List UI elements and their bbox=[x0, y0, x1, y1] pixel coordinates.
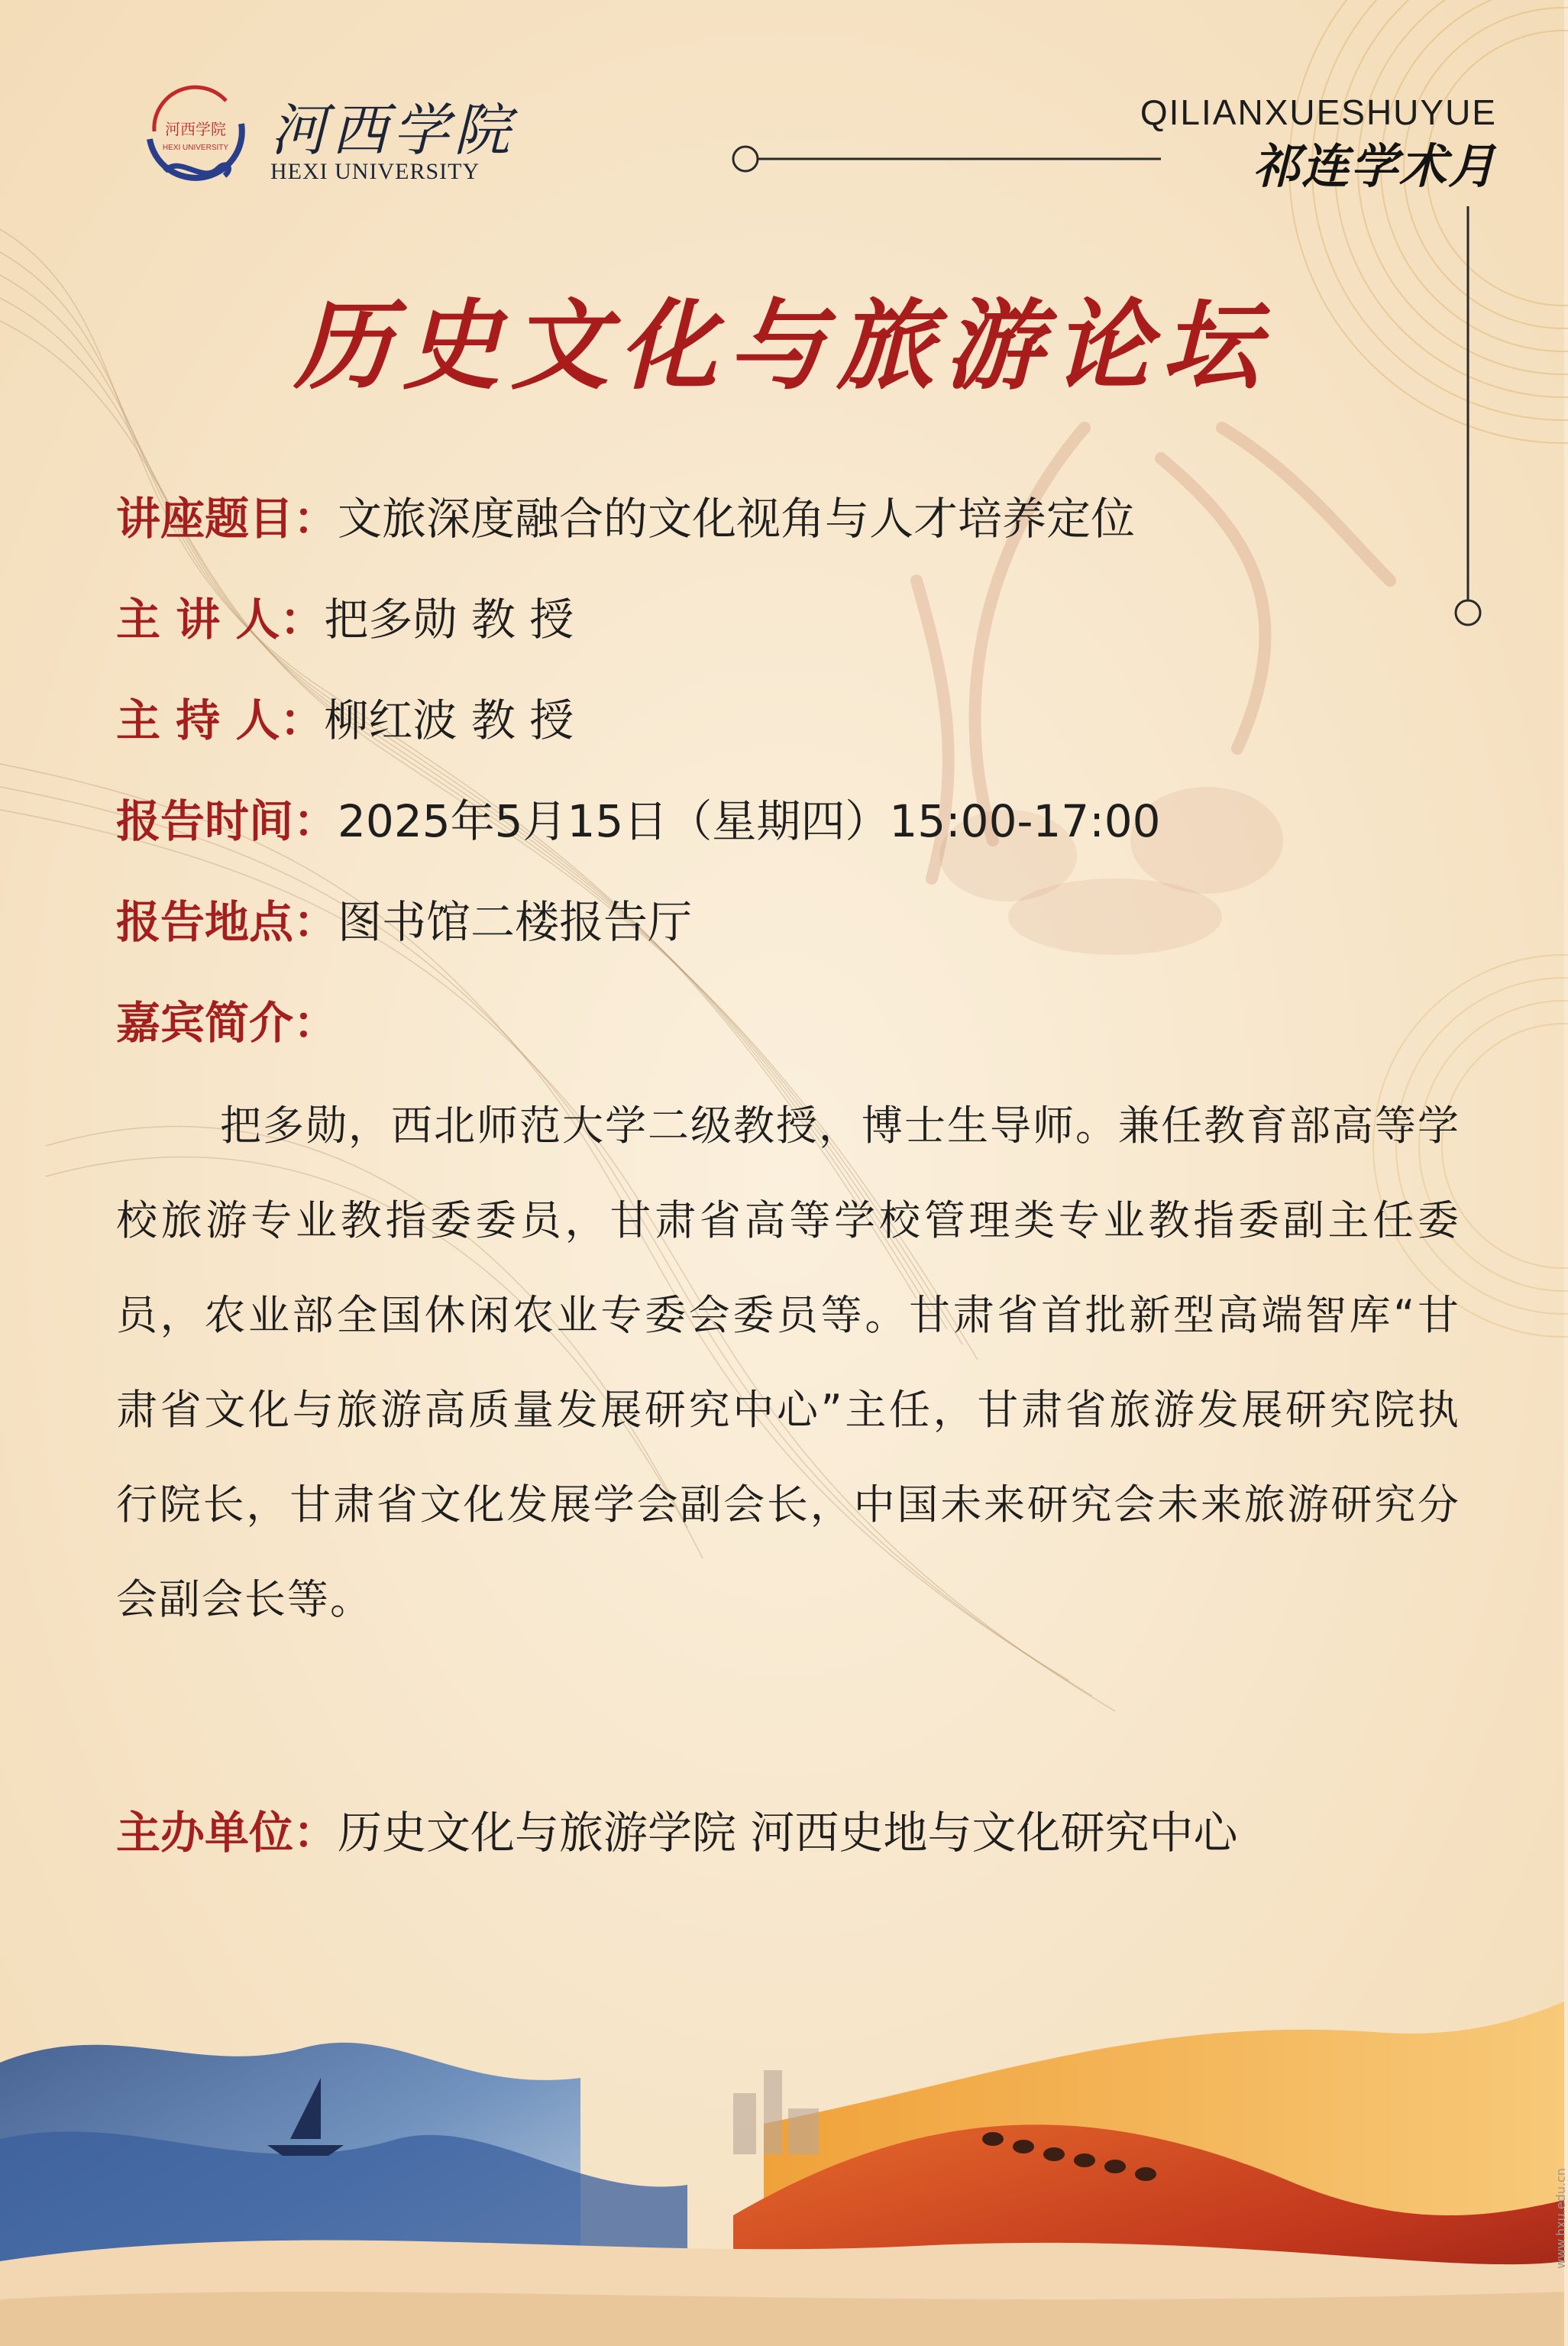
field-report-time bbox=[116, 785, 1161, 849]
organizer-value: 历史文化与旅游学院 河西史地与文化研究中心 bbox=[338, 1807, 1238, 1859]
field-label: 报告时间： bbox=[116, 795, 338, 847]
field-speaker bbox=[116, 584, 574, 648]
series-title-cn: 祁连学术月 bbox=[1252, 138, 1497, 194]
hexi-university-logo bbox=[134, 72, 516, 202]
organizer-label: 主办单位： bbox=[116, 1807, 338, 1859]
forum-title: 历史文化与旅游论坛 bbox=[293, 289, 1270, 403]
organizer bbox=[116, 1797, 1237, 1861]
field-value: 2025年5月15日（星期四）15:00-17:00 bbox=[338, 795, 1161, 847]
field-host bbox=[116, 684, 574, 749]
field-lecture-topic bbox=[116, 483, 1135, 547]
field-label: 讲座题目： bbox=[116, 493, 338, 545]
university-emblem-icon bbox=[134, 78, 257, 200]
watermark: www.hxu.edu.cn bbox=[1553, 2168, 1568, 2269]
university-name-en: HEXI UNIVERSITY bbox=[270, 159, 480, 184]
field-label: 主 持 人： bbox=[116, 694, 325, 746]
university-name-cn: 河西学院 bbox=[270, 98, 515, 163]
field-label: 报告地点： bbox=[116, 896, 338, 948]
field-value: 柳红波 教 授 bbox=[324, 694, 574, 746]
field-label: 嘉宾简介： bbox=[116, 997, 338, 1049]
field-value: 文旅深度融合的文化视角与人才培养定位 bbox=[338, 493, 1136, 545]
series-title-en: QILIANXUESHUYUE bbox=[1140, 92, 1497, 132]
field-report-location bbox=[116, 886, 692, 950]
field-value: 图书馆二楼报告厅 bbox=[338, 896, 693, 948]
svg-text:河西学院: 河西学院 bbox=[165, 120, 226, 138]
field-label: 主 讲 人： bbox=[116, 594, 325, 646]
field-guest-intro bbox=[116, 987, 338, 1051]
guest-biography: 把多勋，西北师范大学二级教授，博士生导师。兼任教育部高等学校旅游专业教指委委员，甘肃省高等学校管理类专业教指委副主任委员，农业部全国休闲农业专委会委员等。甘肃省首批新型高端智库“甘肃省文化与旅游高质量发展研究中心”主任，甘肃省旅游发展研究院执行院长，甘肃省文化发展学会副会长，中国未来研究会未来旅游研究分会副会长等。 bbox=[116, 1102, 1460, 1623]
field-value: 把多勋 教 授 bbox=[324, 594, 574, 646]
svg-text:HEXI UNIVERSITY: HEXI UNIVERSITY bbox=[162, 144, 229, 152]
